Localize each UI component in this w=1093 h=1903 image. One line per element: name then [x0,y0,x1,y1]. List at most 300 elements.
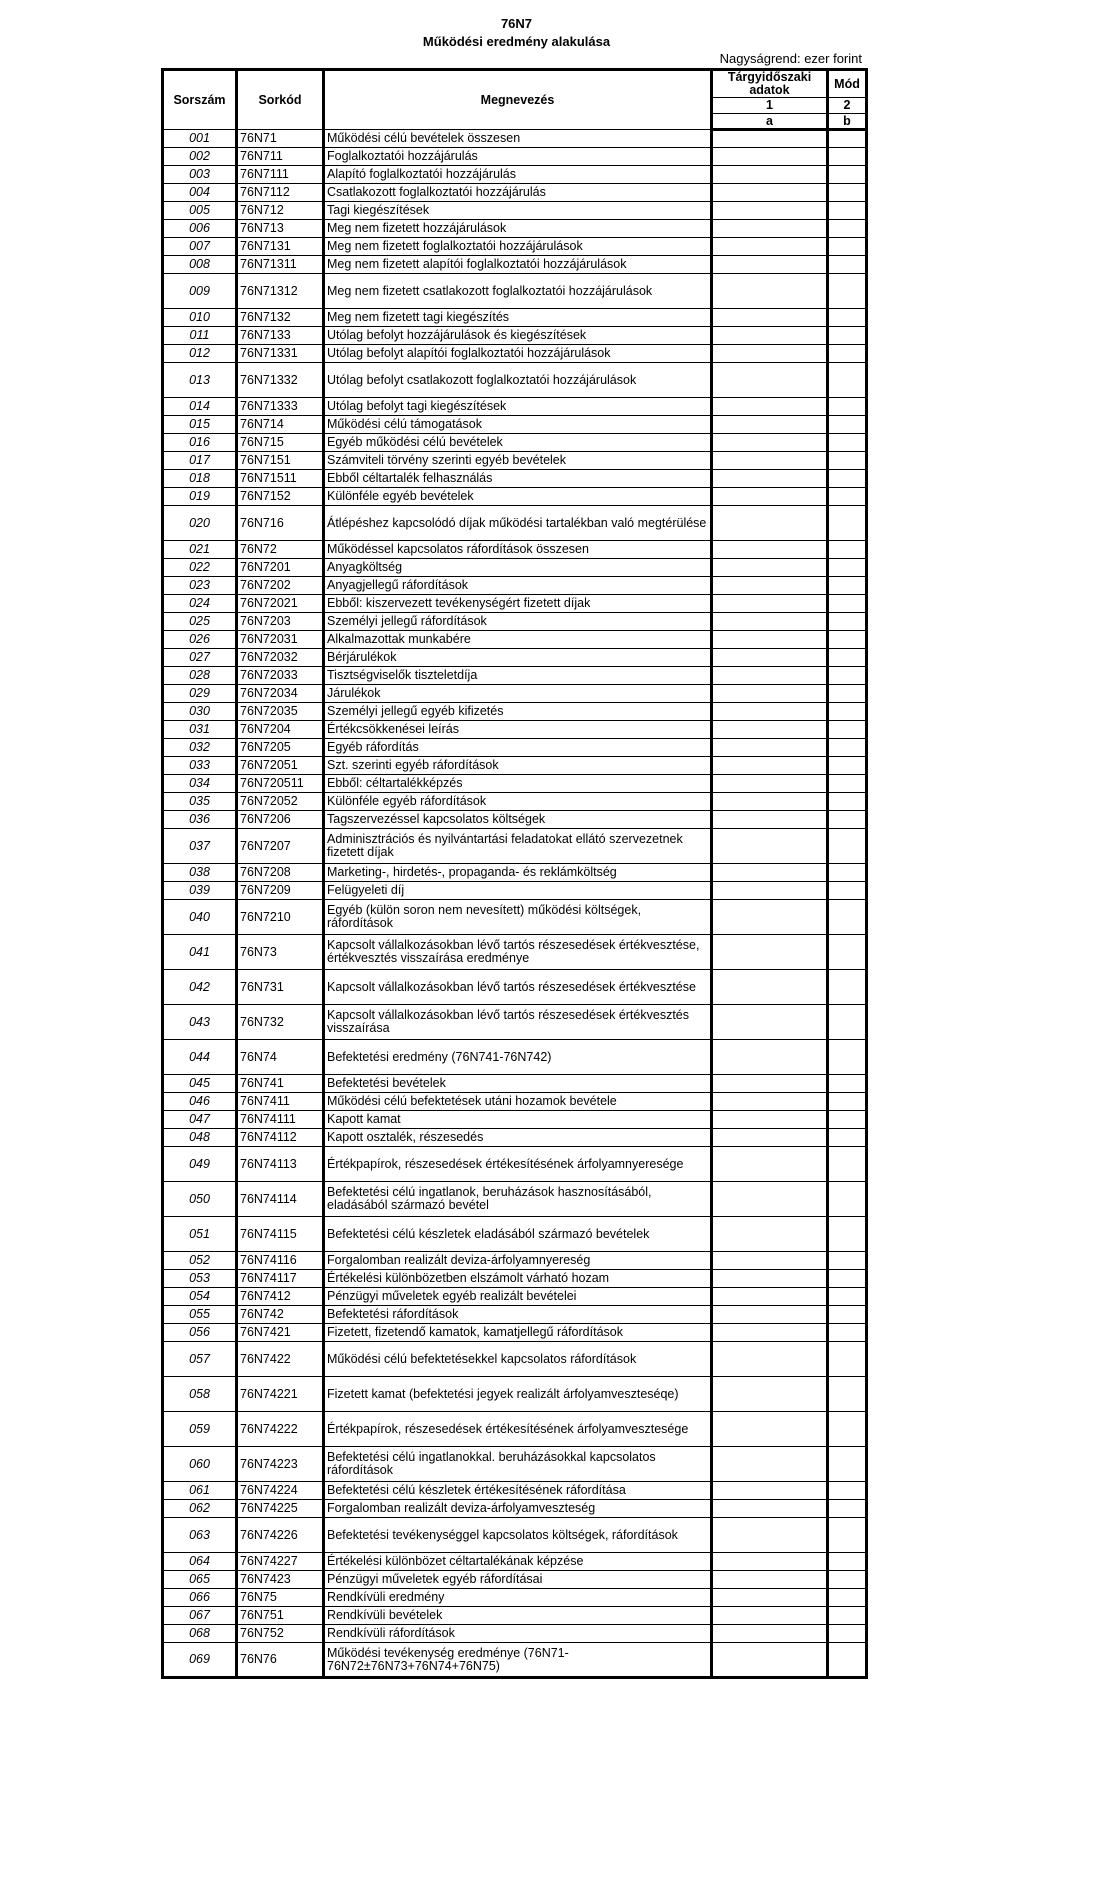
row-code: 76N74226 [237,1518,324,1553]
table-row [163,327,867,345]
row-serial: 041 [163,935,237,970]
value-cell-mod[interactable] [828,452,867,470]
table-row [163,739,867,757]
value-cell-mod[interactable] [828,577,867,595]
row-serial: 004 [163,184,237,202]
row-code: 76N7202 [237,577,324,595]
value-cell-mod[interactable] [828,1553,867,1571]
value-cell-targyidoszaki[interactable] [712,470,828,488]
row-code: 76N72034 [237,685,324,703]
row-name: Ebből céltartalék felhasználás [324,470,712,488]
table-row [163,882,867,900]
value-cell-targyidoszaki[interactable] [712,1129,828,1147]
value-cell-targyidoszaki[interactable] [712,739,828,757]
value-cell-mod[interactable] [828,1075,867,1093]
row-name: Meg nem fizetett csatlakozott foglalkoztatói hozzájárulások [324,274,712,309]
value-cell-targyidoszaki[interactable] [712,559,828,577]
value-cell-targyidoszaki[interactable] [712,667,828,685]
row-serial: 055 [163,1306,237,1324]
row-code: 76N731 [237,970,324,1005]
row-name: Utólag befolyt hozzájárulások és kiegészítések [324,327,712,345]
row-name: Felügyeleti díj [324,882,712,900]
row-serial: 049 [163,1147,237,1182]
table-row [163,811,867,829]
table-row [163,1553,867,1571]
table-row [163,1482,867,1500]
value-cell-targyidoszaki[interactable] [712,256,828,274]
header-megnevezes: Megnevezés [324,70,712,130]
row-code: 76N71311 [237,256,324,274]
row-name: Értékelési különbözet céltartalékának képzése [324,1553,712,1571]
value-cell-targyidoszaki[interactable] [712,130,828,148]
value-cell-mod[interactable] [828,327,867,345]
value-cell-mod[interactable] [828,1129,867,1147]
value-cell-targyidoszaki[interactable] [712,148,828,166]
row-serial: 060 [163,1447,237,1482]
table-row [163,703,867,721]
value-cell-mod[interactable] [828,811,867,829]
value-cell-targyidoszaki[interactable] [712,811,828,829]
row-serial: 007 [163,238,237,256]
value-cell-targyidoszaki[interactable] [712,274,828,309]
value-cell-mod[interactable] [828,1412,867,1447]
row-serial: 027 [163,649,237,667]
row-code: 76N7111 [237,166,324,184]
table-row [163,1500,867,1518]
row-serial: 033 [163,757,237,775]
value-cell-targyidoszaki[interactable] [712,1252,828,1270]
row-serial: 068 [163,1625,237,1643]
row-code: 76N74225 [237,1500,324,1518]
value-cell-mod[interactable] [828,667,867,685]
value-cell-mod[interactable] [828,1377,867,1412]
value-cell-mod[interactable] [828,130,867,148]
table-row [163,434,867,452]
value-cell-targyidoszaki[interactable] [712,1500,828,1518]
value-cell-targyidoszaki[interactable] [712,166,828,184]
value-cell-mod[interactable] [828,685,867,703]
value-cell-targyidoszaki[interactable] [712,1643,828,1678]
row-code: 76N716 [237,506,324,541]
value-cell-targyidoszaki[interactable] [712,1482,828,1500]
row-code: 76N7205 [237,739,324,757]
value-cell-targyidoszaki[interactable] [712,327,828,345]
value-cell-targyidoszaki[interactable] [712,506,828,541]
value-cell-mod[interactable] [828,220,867,238]
value-cell-mod[interactable] [828,1306,867,1324]
table-row [163,1377,867,1412]
row-serial: 003 [163,166,237,184]
row-serial: 010 [163,309,237,327]
row-serial: 019 [163,488,237,506]
header-col-a: a [712,114,828,130]
value-cell-targyidoszaki[interactable] [712,238,828,256]
table-row [163,793,867,811]
table-row [163,256,867,274]
row-name: Működési célú támogatások [324,416,712,434]
row-code: 76N74115 [237,1217,324,1252]
row-name: Forgalomban realizált deviza-árfolyamnyereség [324,1252,712,1270]
row-name: Anyagköltség [324,559,712,577]
row-name: Értékcsökkenései leírás [324,721,712,739]
value-cell-targyidoszaki[interactable] [712,309,828,327]
row-code: 76N74112 [237,1129,324,1147]
table-row [163,202,867,220]
table-row [163,1306,867,1324]
row-serial: 047 [163,1111,237,1129]
table-row [163,757,867,775]
value-cell-mod[interactable] [828,1482,867,1500]
value-cell-targyidoszaki[interactable] [712,220,828,238]
value-cell-mod[interactable] [828,1500,867,1518]
value-cell-mod[interactable] [828,1607,867,1625]
row-serial: 050 [163,1182,237,1217]
value-cell-mod[interactable] [828,1270,867,1288]
table-row [163,667,867,685]
value-cell-targyidoszaki[interactable] [712,1518,828,1553]
value-cell-targyidoszaki[interactable] [712,184,828,202]
value-cell-mod[interactable] [828,1005,867,1040]
row-serial: 069 [163,1643,237,1678]
row-name: Csatlakozott foglalkoztatói hozzájárulás [324,184,712,202]
row-serial: 052 [163,1252,237,1270]
value-cell-targyidoszaki[interactable] [712,864,828,882]
row-code: 76N73 [237,935,324,970]
header-sorszam: Sorszám [163,70,237,130]
row-name: Kapcsolt vállalkozásokban lévő tartós részesedések értékvesztése [324,970,712,1005]
value-cell-targyidoszaki[interactable] [712,1075,828,1093]
header-col-b: b [828,114,867,130]
row-code: 76N7201 [237,559,324,577]
row-serial: 008 [163,256,237,274]
row-name: Rendkívüli bevételek [324,1607,712,1625]
row-name: Kapott osztalék, részesedés [324,1129,712,1147]
value-cell-targyidoszaki[interactable] [712,1288,828,1306]
header-col-2: 2 [828,98,867,114]
row-name: Alapító foglalkoztatói hozzájárulás [324,166,712,184]
row-serial: 065 [163,1571,237,1589]
header-sorkod: Sorkód [237,70,324,130]
value-cell-mod[interactable] [828,793,867,811]
row-serial: 034 [163,775,237,793]
row-code: 76N7411 [237,1093,324,1111]
value-cell-targyidoszaki[interactable] [712,1270,828,1288]
row-serial: 046 [163,1093,237,1111]
row-name: Befektetési célú ingatlanokkal. beruházásokkal kapcsolatos ráfordítások [324,1447,712,1482]
value-cell-targyidoszaki[interactable] [712,363,828,398]
value-cell-targyidoszaki[interactable] [712,1377,828,1412]
row-serial: 063 [163,1518,237,1553]
row-serial: 067 [163,1607,237,1625]
row-name: Különféle egyéb ráfordítások [324,793,712,811]
row-name: Meg nem fizetett hozzájárulások [324,220,712,238]
value-cell-targyidoszaki[interactable] [712,1607,828,1625]
row-code: 76N71333 [237,398,324,416]
row-name: Kapcsolt vállalkozásokban lévő tartós részesedések értékvesztés visszaírása [324,1005,712,1040]
value-cell-targyidoszaki[interactable] [712,1147,828,1182]
value-cell-targyidoszaki[interactable] [712,345,828,363]
value-cell-mod[interactable] [828,649,867,667]
value-cell-targyidoszaki[interactable] [712,1589,828,1607]
value-cell-mod[interactable] [828,775,867,793]
value-cell-mod[interactable] [828,935,867,970]
table-row [163,309,867,327]
value-cell-targyidoszaki[interactable] [712,613,828,631]
value-cell-targyidoszaki[interactable] [712,416,828,434]
value-cell-targyidoszaki[interactable] [712,1412,828,1447]
value-cell-mod[interactable] [828,274,867,309]
value-cell-targyidoszaki[interactable] [712,595,828,613]
row-serial: 001 [163,130,237,148]
value-cell-targyidoszaki[interactable] [712,1093,828,1111]
table-row [163,130,867,148]
value-cell-targyidoszaki[interactable] [712,1324,828,1342]
value-cell-mod[interactable] [828,882,867,900]
value-cell-mod[interactable] [828,970,867,1005]
table-row [163,1075,867,1093]
value-cell-targyidoszaki[interactable] [712,631,828,649]
value-cell-mod[interactable] [828,864,867,882]
row-serial: 028 [163,667,237,685]
value-cell-targyidoszaki[interactable] [712,1625,828,1643]
value-cell-mod[interactable] [828,1518,867,1553]
row-name: Működési célú bevételek összesen [324,130,712,148]
row-name: Fizetett, fizetendő kamatok, kamatjellegű ráfordítások [324,1324,712,1342]
row-code: 76N74117 [237,1270,324,1288]
row-name: Ebből: kiszervezett tevékenységért fizetett díjak [324,595,712,613]
table-row [163,1518,867,1553]
row-code: 76N71332 [237,363,324,398]
value-cell-targyidoszaki[interactable] [712,1005,828,1040]
row-name: Befektetési eredmény (76N741-76N742) [324,1040,712,1075]
table-row [163,900,867,935]
value-cell-mod[interactable] [828,1147,867,1182]
row-name: Befektetési bevételek [324,1075,712,1093]
table-row [163,1342,867,1377]
table-row [163,1625,867,1643]
row-name: Utólag befolyt alapítói foglalkoztatói hozzájárulások [324,345,712,363]
value-cell-mod[interactable] [828,1182,867,1217]
row-code: 76N72033 [237,667,324,685]
table-row [163,166,867,184]
row-code: 76N7132 [237,309,324,327]
row-code: 76N7206 [237,811,324,829]
row-serial: 014 [163,398,237,416]
row-serial: 006 [163,220,237,238]
value-cell-targyidoszaki[interactable] [712,775,828,793]
value-cell-mod[interactable] [828,1342,867,1377]
value-cell-mod[interactable] [828,757,867,775]
value-cell-targyidoszaki[interactable] [712,935,828,970]
row-serial: 064 [163,1553,237,1571]
value-cell-mod[interactable] [828,1111,867,1129]
value-cell-targyidoszaki[interactable] [712,1111,828,1129]
value-cell-mod[interactable] [828,363,867,398]
value-cell-mod[interactable] [828,541,867,559]
value-cell-targyidoszaki[interactable] [712,1182,828,1217]
value-cell-targyidoszaki[interactable] [712,452,828,470]
table-body [163,130,867,1678]
table-row [163,631,867,649]
row-name: Tisztségviselők tiszteletdíja [324,667,712,685]
value-cell-mod[interactable] [828,613,867,631]
table-row [163,577,867,595]
row-code: 76N72052 [237,793,324,811]
value-cell-mod[interactable] [828,488,867,506]
value-cell-targyidoszaki[interactable] [712,202,828,220]
row-serial: 002 [163,148,237,166]
row-serial: 011 [163,327,237,345]
value-cell-targyidoszaki[interactable] [712,541,828,559]
row-serial: 057 [163,1342,237,1377]
row-serial: 054 [163,1288,237,1306]
row-code: 76N74221 [237,1377,324,1412]
value-cell-targyidoszaki[interactable] [712,434,828,452]
value-cell-targyidoszaki[interactable] [712,1217,828,1252]
row-code: 76N74113 [237,1147,324,1182]
value-cell-mod[interactable] [828,166,867,184]
table-row [163,649,867,667]
value-cell-mod[interactable] [828,1625,867,1643]
table-row [163,220,867,238]
header-col-1: 1 [712,98,828,114]
value-cell-targyidoszaki[interactable] [712,757,828,775]
value-cell-targyidoszaki[interactable] [712,1571,828,1589]
value-cell-mod[interactable] [828,631,867,649]
value-cell-targyidoszaki[interactable] [712,721,828,739]
value-cell-targyidoszaki[interactable] [712,1342,828,1377]
row-code: 76N72035 [237,703,324,721]
table-row [163,541,867,559]
value-cell-mod[interactable] [828,398,867,416]
row-name: Működési tevékenység eredménye (76N71-76N72±76N73+76N74+76N75) [324,1643,712,1678]
table-row [163,1147,867,1182]
value-cell-mod[interactable] [828,202,867,220]
value-cell-targyidoszaki[interactable] [712,882,828,900]
table-row [163,685,867,703]
row-name: Személyi jellegű ráfordítások [324,613,712,631]
value-cell-mod[interactable] [828,184,867,202]
value-cell-mod[interactable] [828,559,867,577]
table-row [163,148,867,166]
row-serial: 032 [163,739,237,757]
table-row [163,613,867,631]
value-cell-targyidoszaki[interactable] [712,577,828,595]
value-cell-mod[interactable] [828,309,867,327]
value-cell-mod[interactable] [828,1252,867,1270]
row-serial: 051 [163,1217,237,1252]
row-code: 76N7208 [237,864,324,882]
row-name: Rendkívüli eredmény [324,1589,712,1607]
row-name: Befektetési tevékenységgel kapcsolatos költségek, ráfordítások [324,1518,712,1553]
value-cell-mod[interactable] [828,1093,867,1111]
row-serial: 035 [163,793,237,811]
row-code: 76N74114 [237,1182,324,1217]
value-cell-mod[interactable] [828,1447,867,1482]
row-serial: 037 [163,829,237,864]
value-cell-mod[interactable] [828,256,867,274]
table-row [163,935,867,970]
table-row [163,1288,867,1306]
row-serial: 016 [163,434,237,452]
value-cell-targyidoszaki[interactable] [712,1040,828,1075]
row-code: 76N720511 [237,775,324,793]
value-cell-mod[interactable] [828,1589,867,1607]
row-code: 76N74227 [237,1553,324,1571]
value-cell-mod[interactable] [828,345,867,363]
value-cell-mod[interactable] [828,434,867,452]
row-serial: 038 [163,864,237,882]
row-serial: 023 [163,577,237,595]
table-row [163,1324,867,1342]
value-cell-mod[interactable] [828,1324,867,1342]
value-cell-targyidoszaki[interactable] [712,649,828,667]
row-code: 76N74224 [237,1482,324,1500]
row-code: 76N7207 [237,829,324,864]
value-cell-mod[interactable] [828,721,867,739]
value-cell-mod[interactable] [828,739,867,757]
row-code: 76N74222 [237,1412,324,1447]
row-serial: 018 [163,470,237,488]
value-cell-mod[interactable] [828,416,867,434]
value-cell-mod[interactable] [828,148,867,166]
value-cell-targyidoszaki[interactable] [712,398,828,416]
value-cell-mod[interactable] [828,900,867,935]
row-name: Meg nem fizetett tagi kiegészítés [324,309,712,327]
value-cell-targyidoszaki[interactable] [712,900,828,935]
table-row [163,1412,867,1447]
row-serial: 044 [163,1040,237,1075]
value-cell-targyidoszaki[interactable] [712,793,828,811]
value-cell-mod[interactable] [828,1643,867,1678]
value-cell-mod[interactable] [828,595,867,613]
value-cell-targyidoszaki[interactable] [712,829,828,864]
row-code: 76N74223 [237,1447,324,1482]
value-cell-targyidoszaki[interactable] [712,685,828,703]
row-code: 76N7209 [237,882,324,900]
value-cell-mod[interactable] [828,1040,867,1075]
value-cell-mod[interactable] [828,506,867,541]
row-code: 76N7151 [237,452,324,470]
row-code: 76N713 [237,220,324,238]
row-code: 76N74 [237,1040,324,1075]
value-cell-mod[interactable] [828,703,867,721]
row-name: Meg nem fizetett foglalkoztatói hozzájárulások [324,238,712,256]
value-cell-targyidoszaki[interactable] [712,1553,828,1571]
value-cell-mod[interactable] [828,1571,867,1589]
row-serial: 042 [163,970,237,1005]
value-cell-targyidoszaki[interactable] [712,703,828,721]
row-name: Anyagjellegű ráfordítások [324,577,712,595]
value-cell-targyidoszaki[interactable] [712,970,828,1005]
value-cell-targyidoszaki[interactable] [712,1306,828,1324]
value-cell-mod[interactable] [828,470,867,488]
row-serial: 045 [163,1075,237,1093]
row-name: Tagi kiegészítések [324,202,712,220]
value-cell-mod[interactable] [828,1217,867,1252]
row-name: Pénzügyi műveletek egyéb realizált bevételei [324,1288,712,1306]
value-cell-targyidoszaki[interactable] [712,1447,828,1482]
value-cell-mod[interactable] [828,1288,867,1306]
value-cell-mod[interactable] [828,829,867,864]
row-code: 76N76 [237,1643,324,1678]
value-cell-mod[interactable] [828,238,867,256]
row-serial: 031 [163,721,237,739]
row-serial: 036 [163,811,237,829]
row-name: Adminisztrációs és nyilvántartási feladatokat ellátó szervezetnek fizetett díjak [324,829,712,864]
row-code: 76N712 [237,202,324,220]
value-cell-targyidoszaki[interactable] [712,488,828,506]
